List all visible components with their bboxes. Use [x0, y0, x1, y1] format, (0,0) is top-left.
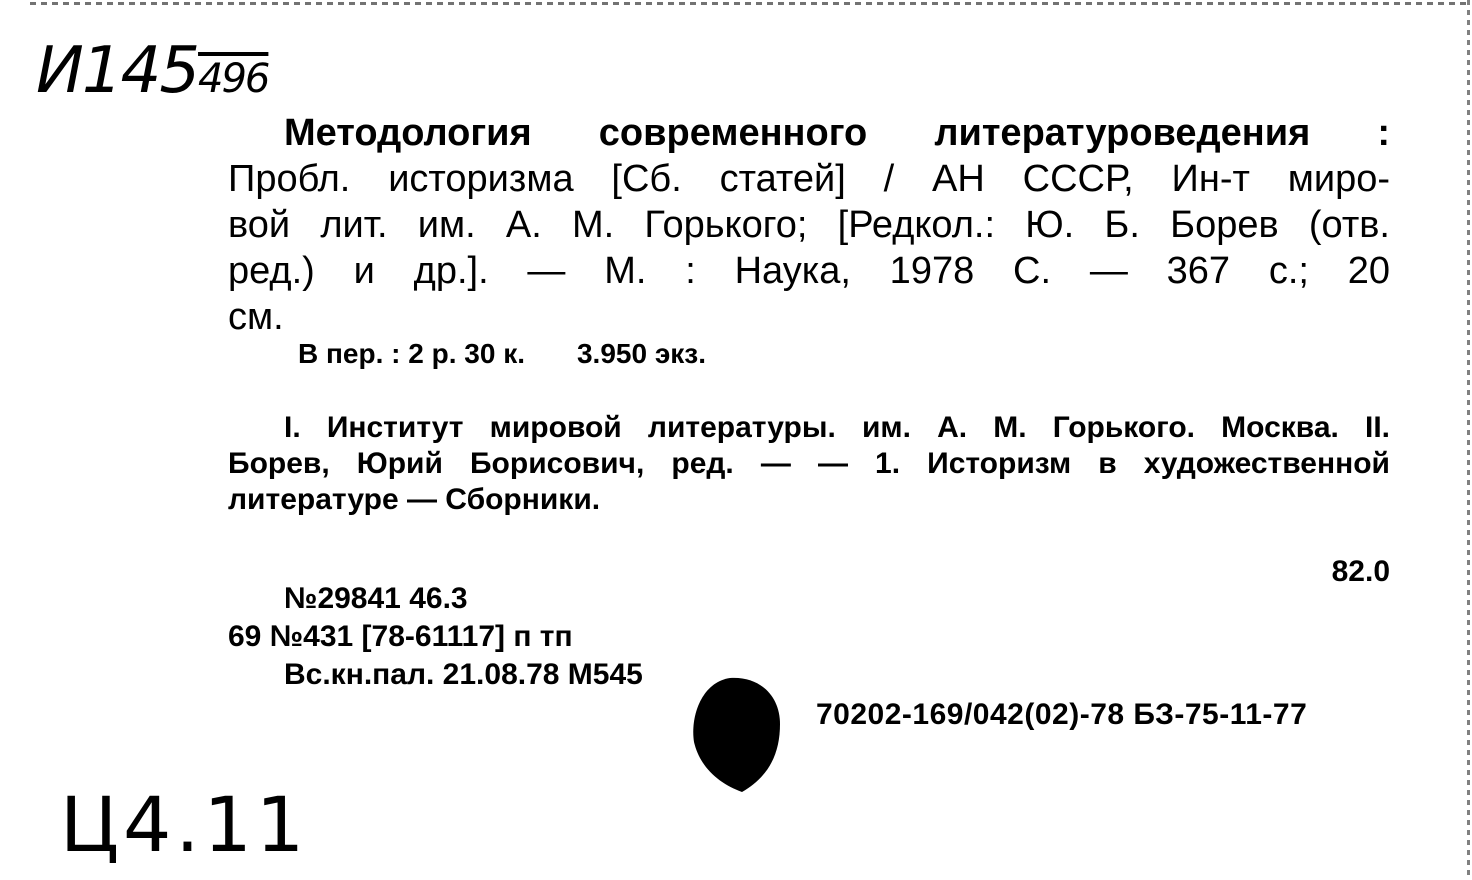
classification-code: 82.0 — [1331, 555, 1390, 588]
copies: 3.950 экз. — [576, 338, 707, 369]
isbn-line: 70202-169/042(02)-78 БЗ-75-11-77 — [816, 698, 1308, 731]
card-top-edge — [30, 2, 1470, 5]
handwritten-code-main: И145 — [36, 34, 199, 108]
record-line-1: Методология современного литературоведения : — [284, 112, 1390, 154]
bibliographic-record — [228, 110, 1390, 340]
subject-notes — [228, 410, 1390, 518]
notes-line-3: литературе — Сборники. — [228, 483, 601, 516]
record-line-3: вой лит. им. А. М. Горького; [Редкол.: Ю. Б. Борев (отв. — [228, 204, 1390, 246]
handwritten-code-sub: 496 — [198, 56, 269, 102]
price-line — [298, 338, 758, 370]
record-line-4: ред.) и др.]. — М. : Наука, 1978 С. — 367 с.; 20 — [228, 250, 1390, 292]
price: В пер. : 2 р. 30 к. — [298, 338, 525, 369]
codes-line-2: 69 №431 [78-61117] п тп — [228, 620, 573, 653]
notes-line-1: I. Институт мировой литературы. им. А. М. Горького. Москва. II. — [284, 411, 1390, 444]
handwritten-shelf-code — [36, 34, 268, 108]
codes-line-1: №29841 46.3 — [284, 582, 468, 615]
record-line-2: Пробл. историзма [Сб. статей] / АН СССР, Ин-т миро- — [228, 158, 1390, 200]
notes-line-2: Борев, Юрий Борисович, ред. — — 1. Историзм в художественной — [228, 447, 1390, 480]
registry-codes — [228, 580, 643, 694]
handwritten-index: Ц4.11 — [60, 780, 309, 869]
record-line-5: см. — [228, 296, 284, 338]
punch-hole — [690, 676, 782, 794]
codes-line-3: Вс.кн.пал. 21.08.78 М545 — [284, 658, 643, 691]
card-right-edge — [1467, 0, 1470, 880]
